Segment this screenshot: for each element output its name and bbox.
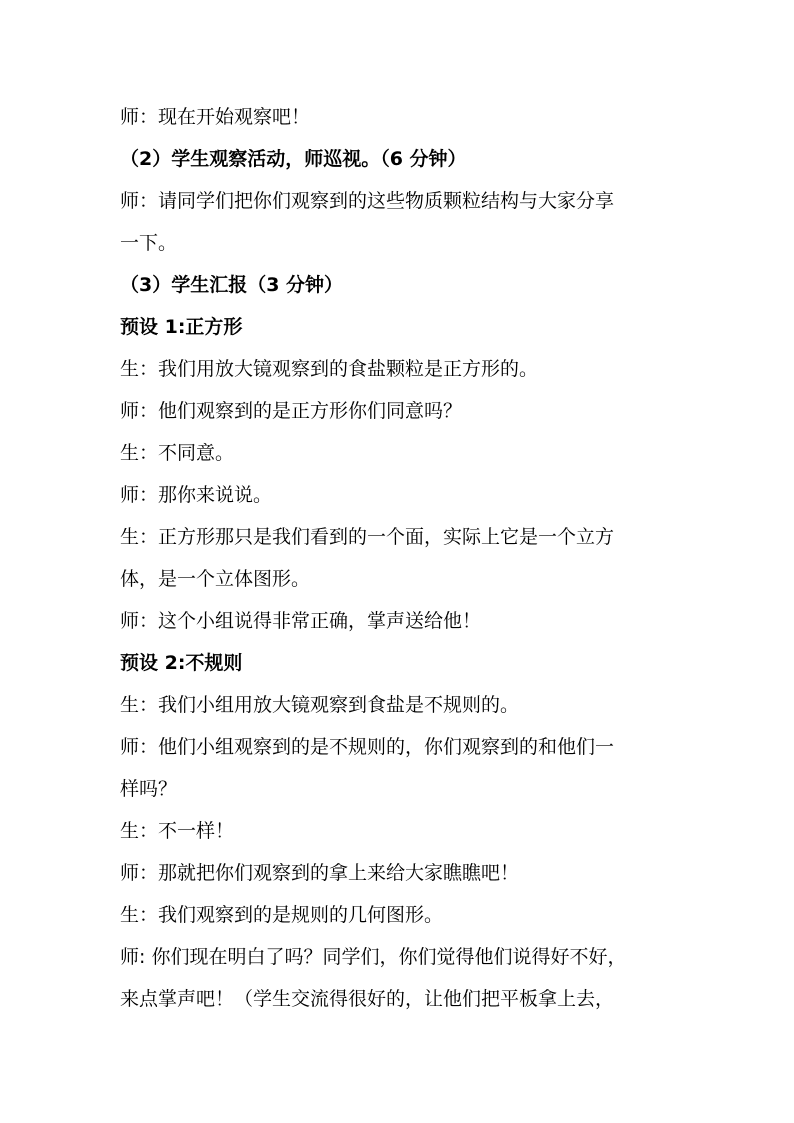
text-line: 师：这个小组说得非常正确，掌声送给他！ <box>120 610 482 632</box>
text-line: 体，是一个立体图形。 <box>120 568 311 590</box>
text-line: 师：他们观察到的是正方形你们同意吗？ <box>120 400 463 422</box>
text-line: 生：不一样！ <box>120 820 235 842</box>
subsection-heading: 预设 1:正方形 <box>120 316 243 338</box>
subsection-heading: 预设 2:不规则 <box>120 652 243 674</box>
text-line: 样吗？ <box>120 778 178 800</box>
text-line: 生：我们用放大镜观察到的食盐颗粒是正方形的。 <box>120 358 539 380</box>
text-line: 生：不同意。 <box>120 442 235 464</box>
section-heading: （2）学生观察活动，师巡视。（6 分钟） <box>120 148 467 170</box>
text-line: 师：请同学们把你们观察到的这些物质颗粒结构与大家分享 <box>120 190 615 212</box>
text-line: 师: 你们现在明白了吗？同学们，你们觉得他们说得好不好， <box>120 946 627 968</box>
text-line: 师：他们小组观察到的是不规则的，你们观察到的和他们一 <box>120 736 615 758</box>
text-line: 生：我们观察到的是规则的几何图形。 <box>120 904 444 926</box>
text-line: 生：我们小组用放大镜观察到食盐是不规则的。 <box>120 694 520 716</box>
text-line: 来点掌声吧！（学生交流得很好的，让他们把平板拿上去， <box>120 988 615 1010</box>
text-line: 一下。 <box>120 232 178 254</box>
section-heading: （3）学生汇报（3 分钟） <box>120 274 344 296</box>
text-line: 师：现在开始观察吧！ <box>120 106 311 128</box>
text-line: 师：那就把你们观察到的拿上来给大家瞧瞧吧！ <box>120 862 520 884</box>
text-line: 师：那你来说说。 <box>120 484 273 506</box>
text-line: 生：正方形那只是我们看到的一个面，实际上它是一个立方 <box>120 526 615 548</box>
